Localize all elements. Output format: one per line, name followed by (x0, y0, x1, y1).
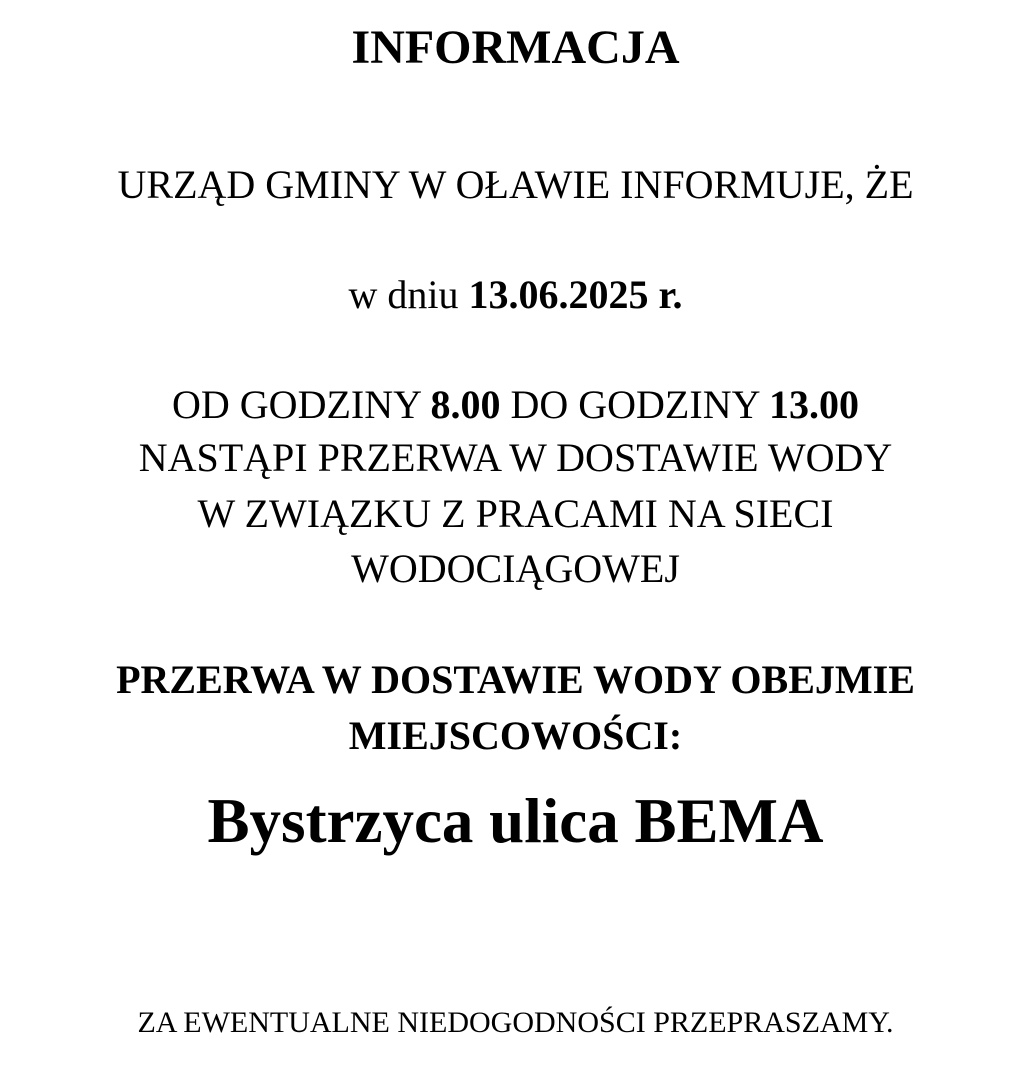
hours-from-label: OD GODZINY (172, 382, 431, 427)
date-value: 13.06.2025 r. (468, 272, 683, 317)
hours-to-label: DO GODZINY (500, 382, 769, 427)
hours-from-value: 8.00 (430, 382, 501, 427)
notice-location: Bystrzyca ulica BEMA (207, 786, 824, 856)
notice-date-line (0, 272, 1031, 317)
date-prefix: w dniu (348, 272, 469, 317)
notice-body-line: WODOCIĄGOWEJ (351, 546, 680, 591)
notice-scope-line: MIEJSCOWOŚCI: (348, 713, 683, 758)
notice-hours-line (0, 382, 1031, 427)
notice-body-line: NASTĄPI PRZERWA W DOSTAWIE WODY (138, 435, 893, 480)
notice-apology: ZA EWENTUALNE NIEDOGODNOŚCI PRZEPRASZAMY. (137, 1006, 894, 1039)
notice-body-line: W ZWIĄZKU Z PRACAMI NA SIECI (197, 491, 834, 536)
notice-title: INFORMACJA (351, 21, 680, 74)
notice-scope-line: PRZERWA W DOSTAWIE WODY OBEJMIE (116, 657, 915, 702)
hours-to-value: 13.00 (768, 382, 859, 427)
notice-intro: URZĄD GMINY W OŁAWIE INFORMUJE, ŻE (117, 162, 914, 207)
